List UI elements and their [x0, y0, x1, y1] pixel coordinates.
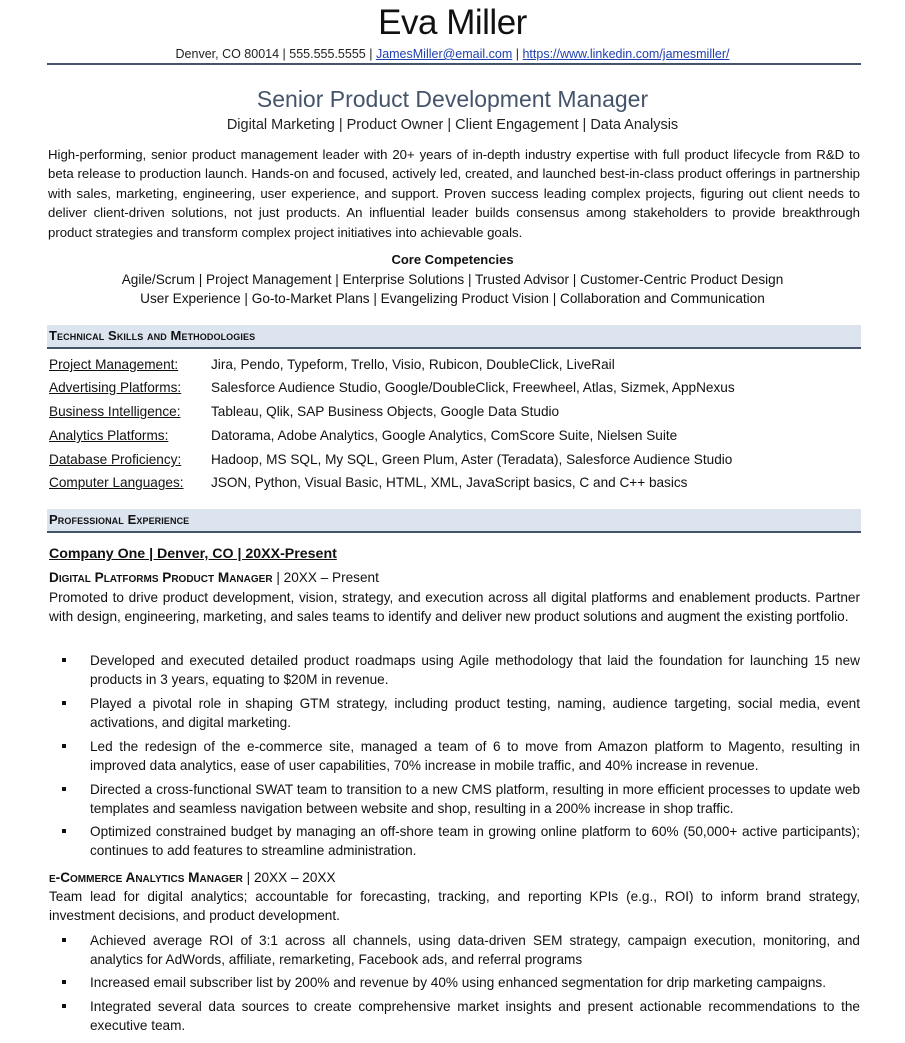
skill-label: Database Proficiency:: [49, 452, 182, 467]
role-dates: 20XX – Present: [283, 570, 379, 585]
location: Denver, CO 80014: [175, 47, 280, 61]
role-heading: Digital Platforms Product Manager | 20XX – Present: [49, 570, 379, 585]
company-heading: Company One | Denver, CO | 20XX-Present: [49, 546, 337, 562]
core-competencies-line: User Experience | Go-to-Market Plans | Evangelizing Product Vision | Collaboration and Communication: [140, 291, 765, 306]
skill-label: Project Management:: [49, 357, 179, 372]
skill-value: JSON, Python, Visual Basic, HTML, XML, JavaScript basics, C and C++ basics: [211, 475, 688, 490]
role-title: Digital Platforms Product Manager: [49, 570, 273, 585]
email-link[interactable]: JamesMiller@email.com: [375, 47, 513, 61]
bullet-icon: [62, 744, 66, 748]
headline-subtitle: Digital Marketing | Product Owner | Client Engagement | Data Analysis: [226, 117, 679, 133]
role-heading: e-Commerce Analytics Manager | 20XX – 20XX: [49, 870, 336, 885]
skill-value: Jira, Pendo, Typeform, Trello, Visio, Rubicon, DoubleClick, LiveRail: [211, 357, 615, 372]
summary-paragraph: High-performing, senior product management leader with 20+ years of in-depth industry expertise with full product lifecycle from R&D to beta release to production launch. Hands-on and focused, actively led, created, and launched best-in-class product offerings in partnership with sales, marketing, engineering, user experience, and support. Proven success leading complex projects, figuring out client needs to deliver client-driven solutions, not just products. An influential leader builds consensus among stakeholders to provide breakthrough product strategies and transform complex project initiatives into achievable goals.: [48, 147, 860, 240]
bullet-icon: [62, 787, 66, 791]
section-title: Technical Skills and Methodologies: [49, 328, 256, 343]
role-description: Promoted to drive product development, vision, strategy, and execution across all digital platforms and enablement products. Partner with design, engineering, marketing, and sales teams to identify and deliver new product solutions and augment the existing portfolio.: [49, 590, 860, 625]
header-divider: [47, 63, 861, 65]
section-header-professional-experience: [47, 509, 861, 533]
bullet-icon: [62, 701, 66, 705]
core-competencies-line: Agile/Scrum | Project Management | Enterprise Solutions | Trusted Advisor | Customer-Centric Product Design: [121, 272, 784, 287]
bullet-icon: [62, 829, 66, 833]
skill-value: Tableau, Qlik, SAP Business Objects, Google Data Studio: [211, 404, 560, 419]
skill-label: Business Intelligence:: [49, 404, 181, 419]
skill-value: Salesforce Audience Studio, Google/DoubleClick, Freewheel, Atlas, Sizmek, AppNexus: [211, 380, 735, 395]
section-title: Professional Experience: [49, 512, 190, 527]
skill-value: Hadoop, MS SQL, My SQL, Green Plum, Aster (Teradata), Salesforce Audience Studio: [211, 452, 733, 467]
section-header-technical-skills: [47, 325, 861, 349]
phone: 555.555.5555: [289, 47, 366, 61]
skill-label: Analytics Platforms:: [49, 428, 169, 443]
contact-line: Denver, CO 80014 | 555.555.5555 | JamesMiller@email.com | https://www.linkedin.com/jamesmiller/: [175, 47, 730, 61]
candidate-name: Eva Miller: [378, 3, 527, 42]
role-dates: 20XX – 20XX: [253, 870, 336, 885]
bullet-icon: [62, 1004, 66, 1008]
skill-value: Datorama, Adobe Analytics, Google Analytics, ComScore Suite, Nielsen Suite: [211, 428, 678, 443]
bullet-icon: [62, 980, 66, 984]
role-description: Team lead for digital analytics; accountable for forecasting, tracking, and reporting KPIs (e.g., ROI) to inform brand strategy, investment decisions, and product development.: [49, 889, 860, 924]
skill-label: Advertising Platforms:: [49, 380, 182, 395]
skill-label: Computer Languages:: [49, 475, 184, 490]
linkedin-link[interactable]: https://www.linkedin.com/jamesmiller/: [522, 47, 730, 61]
bullet-icon: [62, 938, 66, 942]
headline-title: Senior Product Development Manager: [256, 86, 649, 112]
role-title: e-Commerce Analytics Manager: [49, 870, 243, 885]
core-competencies-title: Core Competencies: [391, 252, 514, 267]
bullet-icon: [62, 658, 66, 662]
